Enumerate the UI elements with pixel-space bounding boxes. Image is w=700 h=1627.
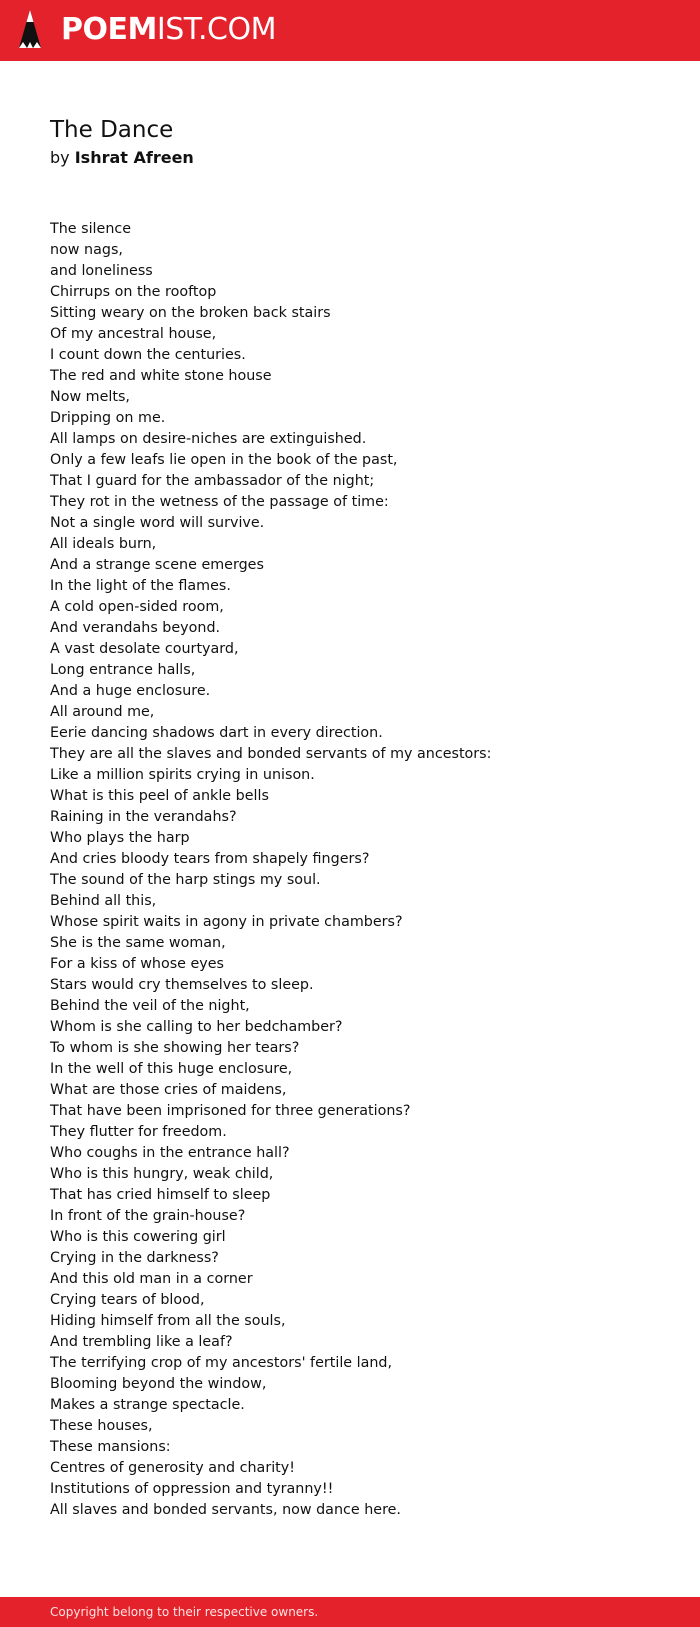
logo-wordmark-bold: POEM [61, 12, 157, 47]
poem-line: Like a million spirits crying in unison. [50, 767, 315, 783]
copyright-text: Copyright belong to their respective owners. [50, 1605, 319, 1619]
poem-line: Now melts, [50, 389, 130, 405]
poem-line: And trembling like a leaf? [50, 1334, 233, 1350]
poem-line: Blooming beyond the window, [50, 1376, 267, 1392]
poem-line: In the light of the flames. [50, 578, 231, 594]
poem-line: And a huge enclosure. [50, 683, 211, 699]
poem-line: What is this peel of ankle bells [50, 788, 269, 804]
poem-line: For a kiss of whose eyes [50, 956, 224, 972]
poem-byline [50, 147, 194, 169]
poem-line: Hiding himself from all the souls, [50, 1313, 286, 1329]
poem-line: They flutter for freedom. [50, 1124, 227, 1140]
poem-line: Who coughs in the entrance hall? [50, 1145, 290, 1161]
poem-line: Stars would cry themselves to sleep. [50, 977, 314, 993]
poem-line: These houses, [50, 1418, 153, 1434]
poem-line: Who plays the harp [50, 830, 190, 846]
poem-line: I count down the centuries. [50, 347, 246, 363]
poem-line: now nags, [50, 242, 123, 258]
poem-line: The sound of the harp stings my soul. [50, 872, 321, 888]
poem-line: Whom is she calling to her bedchamber? [50, 1019, 343, 1035]
poem-line: and loneliness [50, 263, 153, 279]
poem-line: These mansions: [50, 1439, 171, 1455]
poem-line: The terrifying crop of my ancestors' fertile land, [50, 1355, 393, 1371]
site-header [0, 0, 700, 61]
by-label: by [50, 148, 70, 167]
poem-line: They rot in the wetness of the passage of time: [50, 494, 389, 510]
poem-line: The silence [50, 221, 132, 237]
poem-line: And cries bloody tears from shapely fingers? [50, 851, 370, 867]
logo-wordmark-light: IST.COM [156, 12, 276, 47]
poem-line: They are all the slaves and bonded servants of my ancestors: [50, 746, 492, 762]
site-footer [0, 1597, 700, 1627]
poem-line: Long entrance halls, [50, 662, 196, 678]
poem-line: Crying tears of blood, [50, 1292, 205, 1308]
poem-line: Behind the veil of the night, [50, 998, 250, 1014]
poem-line: To whom is she showing her tears? [50, 1040, 300, 1056]
poem-line: Sitting weary on the broken back stairs [50, 305, 331, 321]
poem-line: That has cried himself to sleep [50, 1187, 271, 1203]
poem-line: Crying in the darkness? [50, 1250, 219, 1266]
poem-title: The Dance [50, 117, 174, 143]
poem-line: Who is this cowering girl [50, 1229, 226, 1245]
poem-line: Whose spirit waits in agony in private chambers? [50, 914, 403, 930]
poem-line: Institutions of oppression and tyranny!! [50, 1481, 334, 1497]
poem-line: She is the same woman, [50, 935, 226, 951]
poem-line: Behind all this, [50, 893, 157, 909]
poem-line: Makes a strange spectacle. [50, 1397, 245, 1413]
poem-line: Chirrups on the rooftop [50, 284, 217, 300]
poem-line: In the well of this huge enclosure, [50, 1061, 293, 1077]
poem-line: The red and white stone house [50, 368, 272, 384]
poem-line: What are those cries of maidens, [50, 1082, 287, 1098]
poem-body [50, 219, 491, 1521]
poem-line: All lamps on desire-niches are extinguished. [50, 431, 367, 447]
site-logo-link[interactable] [61, 13, 276, 47]
poem-line: And this old man in a corner [50, 1271, 253, 1287]
poem-line: All slaves and bonded servants, now dance here. [50, 1502, 401, 1518]
poem-line: Who is this hungry, weak child, [50, 1166, 274, 1182]
pencil-logo-icon[interactable] [17, 8, 43, 52]
poem-line: And verandahs beyond. [50, 620, 221, 636]
poem-line: Of my ancestral house, [50, 326, 217, 342]
poem-line: That I guard for the ambassador of the night; [50, 473, 375, 489]
poem-line: All ideals burn, [50, 536, 157, 552]
poem-line: Raining in the verandahs? [50, 809, 237, 825]
poem-line: In front of the grain-house? [50, 1208, 246, 1224]
poem-line: Eerie dancing shadows dart in every direction. [50, 725, 383, 741]
poem-line: And a strange scene emerges [50, 557, 264, 573]
poem-line: That have been imprisoned for three generations? [50, 1103, 411, 1119]
poem-line: All around me, [50, 704, 155, 720]
poem-line: A vast desolate courtyard, [50, 641, 239, 657]
poem-line: A cold open-sided room, [50, 599, 224, 615]
poem-line: Dripping on me. [50, 410, 166, 426]
poem-line: Centres of generosity and charity! [50, 1460, 295, 1476]
poem-line: Only a few leafs lie open in the book of the past, [50, 452, 398, 468]
poem-line: Not a single word will survive. [50, 515, 265, 531]
poem-author: Ishrat Afreen [74, 148, 194, 167]
